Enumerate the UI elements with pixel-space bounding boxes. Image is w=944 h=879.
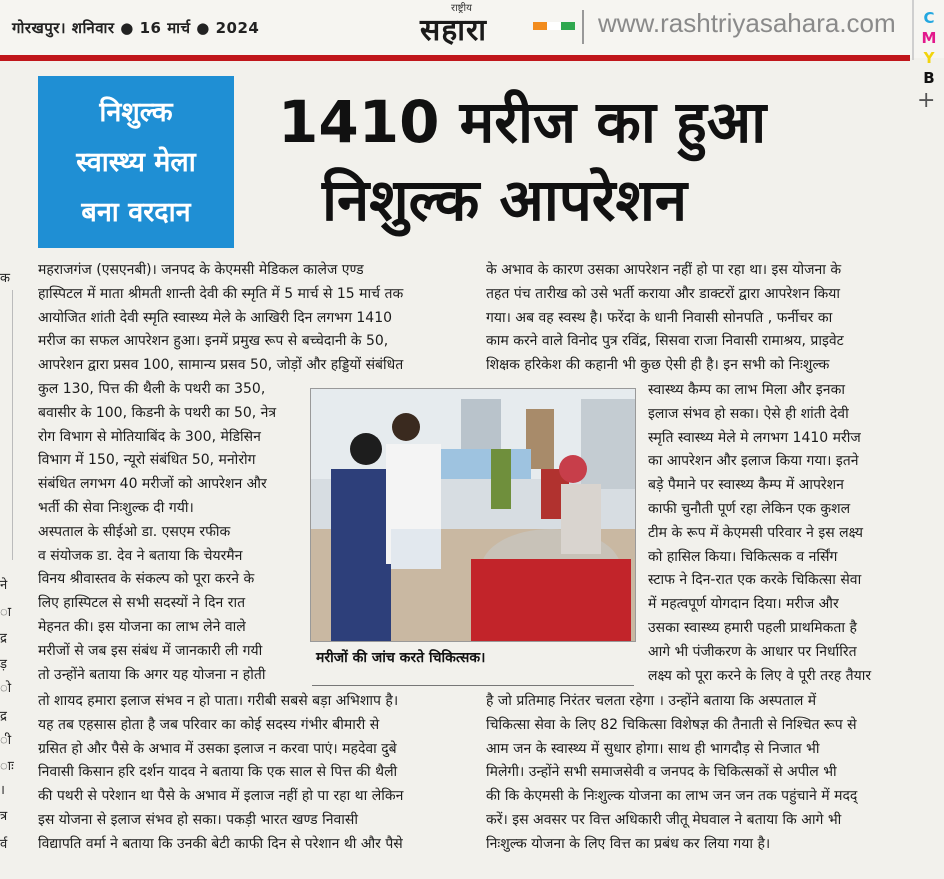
- article-line: आम जन के स्वास्थ्य में सुधार होगा। साथ ही भागदौड़ से निजात भी: [486, 740, 820, 757]
- header-divider: [582, 10, 584, 44]
- article-line: उसका स्वास्थ्य हमारी पहली प्राथमिकता है: [648, 620, 857, 636]
- article-line: विद्यापति वर्मा ने बताया कि उनकी बेटी काफी दिन से परेशान थी और पैसे: [38, 835, 403, 852]
- article-line: करें। इस अवसर पर वित्त अधिकारी जीतू मेघवाल ने बताया कि आगे भी: [486, 812, 842, 828]
- clipped-text-fragment: त्र: [0, 809, 8, 824]
- photo-caption: मरीजों की जांच करते चिकित्सक।: [316, 650, 486, 666]
- news-photo: [310, 388, 636, 642]
- article-line: मरीज का सफल आपरेशन हुआ। इनमें प्रमुख रूप से बच्चेदानी के 50,: [38, 333, 389, 350]
- crosshair-icon: +: [917, 88, 936, 113]
- article-line: के अभाव के कारण उसका आपरेशन नहीं हो पा रहा था। इस योजना के: [486, 262, 842, 278]
- article-line: चिकित्सा सेवा के लिए 82 चिकित्सा विशेषज्ञ की तैनाती से निश्चित रूप से: [486, 716, 857, 733]
- clipped-text-fragment: ड़: [0, 657, 7, 672]
- cmyk-registration-marks: [918, 8, 940, 88]
- logo-swoosh-icon: [533, 22, 575, 30]
- highlight-line: निशुल्क: [99, 97, 173, 128]
- article-line: में महत्वपूर्ण योगदान दिया। मरीज और: [648, 596, 839, 613]
- article-line: व संयोजक डा. देव ने बताया कि चेयरमैन: [38, 547, 243, 564]
- article-line: तहत पंच तारीख को उसे भर्ती कराया और डाक्टरों द्वारा आपरेशन किया: [486, 285, 841, 302]
- article-line: इलाज संभव हो सका। ऐसे ही शांती देवी: [648, 405, 849, 422]
- article-line: मेहनत की। इस योजना का लाभ लेने वाले: [38, 619, 246, 635]
- article-line: की कि केएमसी के निःशुल्क योजना का लाभ जन जन तक पहुंचाने में मदद्: [486, 788, 858, 805]
- article-line: की पथरी से परेशान था पैसे के अभाव में इलाज नहीं हो पा रहा था लेकिन: [38, 788, 404, 805]
- highlight-line: बना वरदान: [81, 197, 191, 228]
- article-line: निवासी किसान हरि दर्शन यादव ने बताया कि एक साल से पित्त की थैली: [38, 764, 398, 781]
- article-line: टीम के रूप में केएमसी परिवार ने इस लक्ष्य: [648, 524, 863, 541]
- article-line: आपरेशन द्वारा प्रसव 100, सामान्य प्रसव 50, जोड़ों और हड्डियों संबंधित: [38, 357, 404, 374]
- article-line: इस योजना से इलाज संभव हो सका। पकड़ी भारत खण्ड निवासी: [38, 812, 358, 828]
- headline-line-2: निशुल्क आपरेशन: [322, 166, 688, 234]
- clipped-text-fragment: ी: [0, 733, 12, 748]
- cmyk-m: M: [921, 29, 937, 47]
- article-line: बवासीर के 100, किडनी के पथरी का 50, नेत्र: [38, 404, 277, 421]
- article-line: विभाग में 150, न्यूरो संबंधित 50, मनोरोग: [38, 452, 256, 469]
- article-line: को हासिल किया। चिकित्सक व नर्सिंग: [648, 548, 838, 565]
- article-line: आगे भी पंजीकरण के आधार पर निर्धारित: [648, 643, 857, 660]
- clipped-text-fragment: क: [0, 271, 10, 286]
- article-line: भर्ती की सेवा निःशुल्क दी गयी।: [38, 500, 194, 516]
- article-line: तो उन्होंने बताया कि अगर यह योजना न होती: [38, 666, 266, 683]
- article-line: शिक्षक हरिकेश की कहानी भी कुछ ऐसी ही है। इन सभी को निःशुल्क: [486, 357, 830, 374]
- clipped-text-fragment: ने: [0, 578, 8, 593]
- article-line: गया। अब वह स्वस्थ है। फरेंदा के धानी निवासी सोनपति , फर्नीचर का: [486, 309, 833, 326]
- article-line: आयोजित शांती देवी स्मृति स्वास्थ्य मेले के आखिरी दिन लगभग 1410: [38, 309, 393, 326]
- article-line: काम करने वाले विनोद पुत्र रविंद्र, सिसवा राजा निवासी रामाश्रय, प्राइवेट: [486, 333, 844, 350]
- cmyk-b: B: [923, 69, 935, 87]
- clipped-text-fragment: द्र: [0, 709, 7, 724]
- article-line: निःशुल्क योजना के लिए वित्त का प्रबंध कर लिया गया है।: [486, 835, 771, 852]
- article-line: हास्पिटल में माता श्रीमती शान्ती देवी की स्मृति में 5 मार्च से 15 मार्च तक: [38, 285, 404, 302]
- adjacent-column-edge: [0, 240, 14, 879]
- article-line: रोग विभाग से मोतियाबिंद के 300, मेडिसिन: [38, 428, 261, 445]
- article-line: विनय श्रीवास्तव के संकल्प को पूरा करने के: [38, 571, 255, 588]
- article-line: संबंधित लगभग 40 मरीजों को आपरेशन और: [38, 476, 267, 493]
- article-line: बड़े पैमाने पर स्वास्थ्य कैम्प में आपरेशन: [648, 477, 844, 494]
- cmyk-y: Y: [923, 49, 935, 67]
- article-line: है जो प्रतिमाह निरंतर चलता रहेगा । उन्होंने बताया कि अस्पताल में: [486, 693, 817, 709]
- article-line: ग्रसित हो और पैसे के अभाव में उसका इलाज न करवा पाएं। महदेवा दुबे: [38, 740, 397, 757]
- article-line: महराजगंज (एसएनबी)। जनपद के केएमसी मेडिकल कालेज एण्ड: [38, 262, 364, 278]
- article-line: कुल 130, पित्त की थैली के पथरी का 350,: [38, 381, 266, 397]
- hospital-ward-illustration: [311, 389, 635, 641]
- article-line: तो शायद हमारा इलाज संभव न हो पाता। गरीबी सबसे बड़ा अभिशाप है।: [38, 693, 399, 709]
- clipped-text-fragment: द्र: [0, 631, 7, 646]
- header-red-rule: [0, 55, 910, 61]
- article-line: स्मृति स्वास्थ्य मेले मे लगभग 1410 मरीज: [648, 429, 861, 446]
- dateline: गोरखपुर। शनिवार ● 16 मार्च ● 2024: [12, 19, 260, 37]
- clipped-text-fragment: ो: [0, 681, 12, 696]
- article-line: अस्पताल के सीईओ डा. एसएम रफीक: [38, 523, 231, 540]
- article-line: स्वास्थ्य कैम्प का लाभ मिला और इनका: [648, 382, 845, 398]
- clipped-text-fragment: र्व: [0, 837, 8, 852]
- highlight-box: [38, 76, 234, 248]
- logo-subtitle: राष्ट्रीय: [451, 3, 472, 14]
- headline-line-1: 1410 मरीज का हुआ: [278, 88, 767, 156]
- article-line: यह तब एहसास होता है जब परिवार का कोई सदस्य गंभीर बीमारी से: [38, 716, 380, 733]
- article-line: का आपरेशन और इलाज किया गया। इतने: [648, 453, 859, 470]
- article-line: लिए हास्पिटल से सभी सदस्यों ने दिन रात: [38, 595, 246, 612]
- clipped-text-fragment: ाः: [0, 759, 14, 774]
- newspaper-logo: सहारा: [420, 13, 488, 48]
- margin-divider: [912, 0, 914, 60]
- article-line: काफी चुनौती पूर्ण रहा लेकिन एक कुशल: [648, 501, 851, 517]
- website-url: www.rashtriyasahara.com: [598, 8, 896, 38]
- article-line: मरीजों से जब इस संबंध में जानकारी ली गयी: [38, 642, 263, 659]
- article-line: लक्ष्य को पूरा करने के लिए वे पूरी तरह तैयार: [648, 667, 872, 684]
- highlight-line: स्वास्थ्य मेला: [76, 147, 196, 178]
- clipped-text-fragment: ा: [0, 605, 12, 620]
- article-line: मिलेगी। उन्होंने सभी समाजसेवी व जनपद के चिकित्सकों से अपील भी: [486, 764, 837, 781]
- article-line: स्टाफ ने दिन-रात एक करके चिकित्सा सेवा: [648, 572, 862, 589]
- clipped-text-fragment: ।: [0, 783, 5, 798]
- cmyk-c: C: [923, 9, 935, 27]
- caption-rule: [312, 685, 634, 686]
- column-divider: [12, 290, 13, 560]
